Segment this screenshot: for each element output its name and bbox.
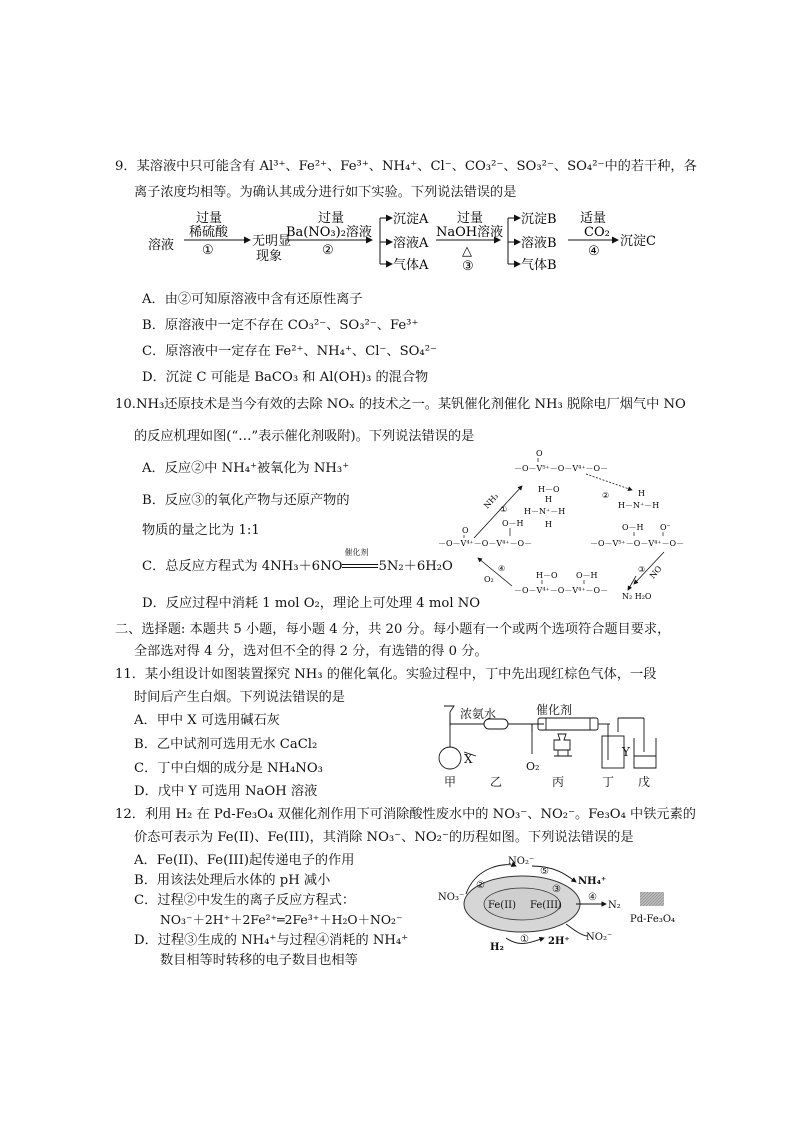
flow-r3-top2: NaOH溶液 bbox=[436, 225, 504, 240]
svg-text:O: O bbox=[462, 526, 469, 535]
step5-label: ⑤ bbox=[540, 866, 549, 877]
q12-stem-line2: 价态可表示为 Fe(II)、Fe(III)，其消除 NO₃⁻、NO₂⁻的历程如图。下列说法错误的是 bbox=[134, 830, 634, 845]
catalyst-label: 催化剂 bbox=[344, 548, 369, 557]
svg-text:H－N⁺－H: H－N⁺－H bbox=[524, 507, 566, 516]
conc-ammonia-label: 浓氨水 bbox=[460, 707, 497, 721]
svg-text:O－H: O－H bbox=[576, 571, 598, 580]
svg-text:H－O: H－O bbox=[536, 571, 558, 580]
fe2-label: Fe(II) bbox=[488, 900, 517, 911]
catalyst-label: 催化剂 bbox=[536, 703, 573, 717]
q12-option-d-line1: D．过程③生成的 NH₄⁺与过程④消耗的 NH₄⁺ bbox=[134, 933, 409, 948]
legend-swatch bbox=[640, 892, 664, 906]
flow-r3-num: ③ bbox=[462, 259, 474, 274]
wu-label: 戊 bbox=[638, 775, 651, 789]
svg-text:－O－V⁴⁺－O－V⁴⁺－O－: －O－V⁴⁺－O－V⁴⁺－O－ bbox=[514, 586, 609, 595]
flow-r4-top2: CO₂ bbox=[584, 225, 610, 240]
q9-stem-line1: 9．某溶液中只可能含有 Al³⁺、Fe²⁺、Fe³⁺、NH₄⁺、Cl⁻、CO₃²⁻、SO₃²⁻、SO₄²⁻中的若干种，各 bbox=[115, 159, 697, 174]
svg-text:O－H: O－H bbox=[622, 523, 644, 532]
flow-precipitate-a: 沉淀A bbox=[393, 212, 429, 227]
q10-option-b-line1: B．反应③的氧化产物与还原产物的 bbox=[142, 493, 350, 508]
q10-option-c-pre: C．总反应方程式为 4NH₃＋6NO bbox=[142, 559, 343, 574]
legend-label: Pd-Fe₃O₄ bbox=[630, 914, 676, 925]
flow-r3-delta: △ bbox=[462, 244, 472, 259]
y-label: Y bbox=[622, 745, 630, 759]
q11-option-d: D．戊中 Y 可选用 NaOH 溶液 bbox=[134, 784, 318, 799]
svg-text:NO: NO bbox=[648, 564, 664, 581]
flow-mid1-a: 无明显 bbox=[252, 234, 292, 249]
svg-text:H－O: H－O bbox=[538, 485, 560, 494]
flow-solution-a: 溶液A bbox=[393, 236, 429, 251]
q11-stem-line2: 时间后产生白烟。下列说法错误的是 bbox=[134, 690, 345, 705]
q10-option-b-line2: 物质的量之比为 1:1 bbox=[142, 523, 260, 538]
q11-option-b: B．乙中试剂可选用无水 CaCl₂ bbox=[134, 737, 318, 752]
flow-start: 溶液 bbox=[148, 238, 175, 253]
svg-text:②: ② bbox=[602, 491, 610, 500]
q9-stem-line2: 离子浓度均相等。为确认其成分进行如下实验。下列说法错误的是 bbox=[134, 185, 517, 200]
flow-solution-b: 溶液B bbox=[521, 236, 557, 251]
q11-option-a: A．甲中 X 可选用碱石灰 bbox=[134, 713, 280, 728]
step3-label: ③ bbox=[552, 884, 561, 895]
no2-bottom-label: NO₂⁻ bbox=[586, 932, 613, 943]
bing-label: 丙 bbox=[552, 775, 565, 789]
no2-top-label: NO₂⁻ bbox=[508, 856, 535, 867]
q9-option-d: D．沉淀 C 可能是 BaCO₃ 和 Al(OH)₃ 的混合物 bbox=[142, 370, 429, 385]
fe3-label: Fe(III) bbox=[530, 900, 562, 911]
o2-label: O₂ bbox=[526, 760, 540, 773]
svg-text:－O－V⁵⁺－O－V⁴⁺－O－: －O－V⁵⁺－O－V⁴⁺－O－ bbox=[514, 464, 609, 473]
hplus-label: 2H⁺ bbox=[548, 936, 570, 947]
svg-text:H: H bbox=[638, 489, 645, 498]
svg-text:－O－V⁴⁺－O－V⁴⁺－O－: －O－V⁴⁺－O－V⁴⁺－O－ bbox=[438, 539, 533, 548]
flow-r4-num: ④ bbox=[588, 244, 600, 259]
q10-option-a: A．反应②中 NH₄⁺被氧化为 NH₃⁺ bbox=[142, 461, 350, 476]
svg-text:①: ① bbox=[500, 505, 508, 514]
x-label: X bbox=[464, 752, 473, 766]
q12-option-b: B．用该法处理后水体的 pH 减小 bbox=[134, 873, 331, 888]
q9-flow-diagram bbox=[140, 208, 700, 276]
q11-stem-line1: 11．某小组设计如图装置探究 NH₃ 的催化氧化。实验过程中，丁中先出现红棕色气体，一段 bbox=[115, 667, 657, 682]
flow-r1-top1: 过量 bbox=[196, 211, 223, 226]
svg-text:O⁻: O⁻ bbox=[660, 523, 671, 532]
q9-option-b: B．原溶液中一定不存在 CO₃²⁻、SO₃²⁻、Fe³⁺ bbox=[142, 318, 419, 333]
no3-label: NO₃⁻ bbox=[438, 892, 465, 903]
q10-option-c-post: 5N₂＋6H₂O bbox=[378, 559, 453, 574]
ding-label: 丁 bbox=[602, 775, 615, 789]
flow-end: 沉淀C bbox=[620, 234, 656, 249]
q11-apparatus-diagram bbox=[434, 700, 670, 792]
step1-label: ① bbox=[520, 934, 529, 945]
q10-option-d: D．反应过程中消耗 1 mol O₂，理论上可处理 4 mol NO bbox=[142, 596, 481, 611]
catalyst-arrow bbox=[342, 548, 378, 570]
flow-r1-top2: 稀硫酸 bbox=[189, 225, 229, 240]
q12-stem-line1: 12．利用 H₂ 在 Pd-Fe₃O₄ 双催化剂作用下可消除酸性废水中的 NO₃⁻、NO₂⁻。Fe₃O₄ 中铁元素的 bbox=[115, 807, 696, 822]
q10-option-c bbox=[142, 548, 453, 574]
q12-option-a: A．Fe(II)、Fe(III)起传递电子的作用 bbox=[134, 853, 355, 868]
q11-option-c: C．丁中白烟的成分是 NH₄NO₃ bbox=[134, 761, 323, 776]
q10-mechanism-diagram bbox=[438, 446, 706, 604]
section2-heading-line1: 二、选择题: 本题共 5 小题，每小题 4 分，共 20 分。每小题有一个或两个选项符合题目要求， bbox=[115, 622, 671, 637]
q12-option-c-line2: NO₃⁻＋2H⁺＋2Fe²⁺═2Fe³⁺＋H₂O＋NO₂⁻ bbox=[160, 912, 403, 927]
q12-option-d-line2: 数目相等时转移的电子数目也相等 bbox=[160, 953, 358, 968]
flow-r1-num: ① bbox=[202, 243, 214, 258]
svg-text:O₂: O₂ bbox=[484, 575, 494, 584]
q9-option-a: A．由②可知原溶液中含有还原性离子 bbox=[142, 292, 363, 307]
flow-r2-top1: 过量 bbox=[318, 211, 345, 226]
step2-label: ② bbox=[476, 880, 485, 891]
q9-option-c: C．原溶液中一定存在 Fe²⁺、NH₄⁺、Cl⁻、SO₄²⁻ bbox=[142, 344, 437, 359]
svg-text:H: H bbox=[545, 520, 552, 529]
flow-r2-num: ② bbox=[322, 243, 334, 258]
flow-mid1-b: 现象 bbox=[256, 249, 283, 264]
svg-text:NH₃: NH₃ bbox=[482, 491, 501, 511]
svg-text:O: O bbox=[536, 449, 543, 458]
flow-gas-a: 气体A bbox=[393, 258, 429, 273]
svg-text:H－N⁺－H: H－N⁺－H bbox=[618, 501, 660, 510]
q10-stem-line2: 的反应机理如图(“…”表示催化剂吸附)。下列说法错误的是 bbox=[134, 429, 475, 444]
svg-text:O－H: O－H bbox=[502, 519, 524, 528]
jia-label: 甲 bbox=[444, 775, 457, 789]
svg-text:H: H bbox=[545, 495, 552, 504]
svg-text:③: ③ bbox=[638, 565, 646, 574]
flow-r2-top2: Ba(NO₃)₂溶液 bbox=[286, 225, 372, 240]
nh4-label: NH₄⁺ bbox=[578, 876, 607, 887]
n2-label: N₂ bbox=[608, 900, 621, 911]
svg-text:－O－V⁵⁺－O－V⁴⁺－O－: －O－V⁵⁺－O－V⁴⁺－O－ bbox=[590, 539, 685, 548]
flow-r3-top1: 过量 bbox=[457, 211, 484, 226]
step4-label: ④ bbox=[588, 892, 597, 903]
h2-label: H₂ bbox=[490, 942, 504, 953]
yi-label: 乙 bbox=[490, 775, 503, 789]
flow-gas-b: 气体B bbox=[521, 258, 557, 273]
flow-r4-top1: 适量 bbox=[580, 211, 607, 226]
svg-text:N₂ H₂O: N₂ H₂O bbox=[622, 592, 652, 601]
q10-stem-line1: 10.NH₃还原技术是当今有效的去除 NOₓ 的技术之一。某钒催化剂催化 NH₃ 脱除电厂烟气中 NO bbox=[115, 397, 686, 412]
svg-text:④: ④ bbox=[498, 564, 506, 573]
section2-heading-line2: 全部选对得 4 分，选对但不全的得 2 分，有选错的得 0 分。 bbox=[134, 644, 488, 659]
q12-process-diagram bbox=[436, 852, 700, 956]
flow-precipitate-b: 沉淀B bbox=[521, 212, 557, 227]
q12-option-c-line1: C．过程②中发生的离子反应方程式： bbox=[134, 893, 356, 908]
